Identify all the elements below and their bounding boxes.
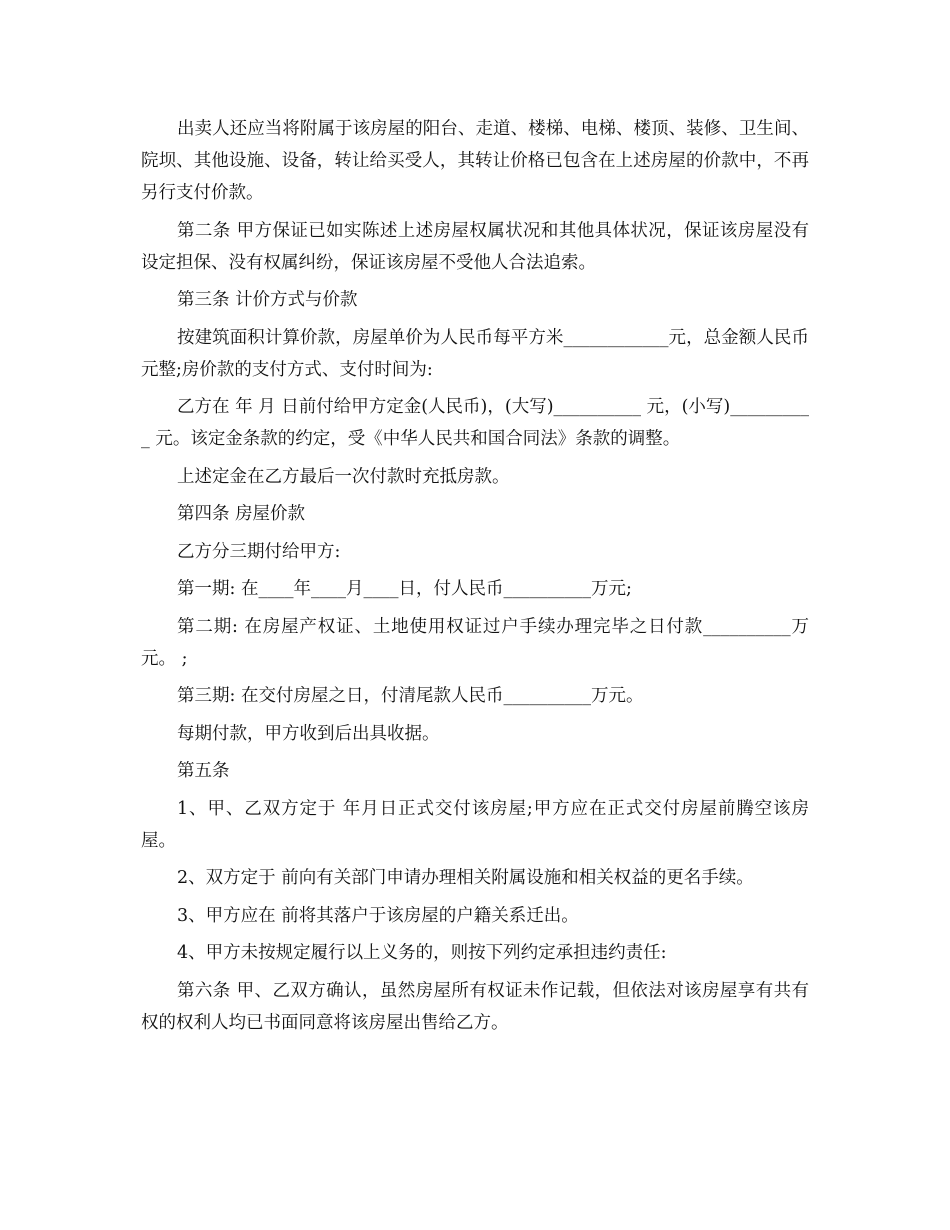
document-body bbox=[141, 113, 809, 1044]
heading-article-5: 第五条 bbox=[177, 761, 230, 781]
paragraph-appurtenances: 出卖人还应当将附属于该房屋的阳台、走道、楼梯、电梯、楼顶、装修、卫生间、院坝、其他设施、设备，转让给买受人，其转让价格已包含在上述房屋的价款中，不再另行支付价款。 bbox=[141, 119, 809, 203]
paragraph-installment-3: 第三期: 在交付房屋之日，付清尾款人民币__________万元。 bbox=[177, 686, 644, 706]
paragraph-item-1: 1、甲、乙双方定于 年月日正式交付该房屋;甲方应在正式交付房屋前腾空该房屋。 bbox=[141, 798, 809, 851]
heading-article-3: 第三条 计价方式与价款 bbox=[177, 290, 358, 310]
paragraph-receipt: 每期付款，甲方收到后出具收据。 bbox=[177, 723, 440, 744]
paragraph-installments-intro: 乙方分三期付给甲方: bbox=[177, 541, 341, 562]
paragraph-item-3: 3、甲方应在 前将其落户于该房屋的户籍关系迁出。 bbox=[177, 905, 579, 926]
paragraph-installment-1: 第一期: 在____年____月____日，付人民币__________万元; bbox=[177, 579, 632, 599]
paragraph-item-2: 2、双方定于 前向有关部门申请办理相关附属设施和相关权益的更名手续。 bbox=[177, 868, 754, 888]
paragraph-article-6: 第六条 甲、乙双方确认，虽然房屋所有权证未作记载，但依法对该房屋享有共有权的权利人均已书面同意将该房屋出售给乙方。 bbox=[141, 980, 809, 1033]
paragraph-deposit: 乙方在 年 月 日前付给甲方定金(人民币)，(大写)__________ 元，(小写)__________ 元。该定金条款的约定，受《中华人民共和国合同法》条款的调整。 bbox=[141, 397, 809, 449]
heading-article-4: 第四条 房屋价款 bbox=[177, 504, 306, 524]
paragraph-deposit-offset: 上述定金在乙方最后一次付款时充抵房款。 bbox=[177, 466, 510, 487]
paragraph-installment-2: 第二期: 在房屋产权证、土地使用权证过户手续办理完毕之日付款__________万元。 ; bbox=[141, 616, 809, 669]
paragraph-article-2: 第二条 甲方保证已如实陈述上述房屋权属状况和其他具体状况，保证该房屋没有设定担保、没有权属纠纷，保证该房屋不受他人合法追索。 bbox=[141, 220, 809, 273]
paragraph-unit-price: 按建筑面积计算价款，房屋单价为人民币每平方米____________元，总金额人民币 元整;房价款的支付方式、支付时间为: bbox=[141, 327, 809, 380]
paragraph-item-4: 4、甲方未按规定履行以上义务的，则按下列约定承担违约责任: bbox=[177, 943, 667, 963]
